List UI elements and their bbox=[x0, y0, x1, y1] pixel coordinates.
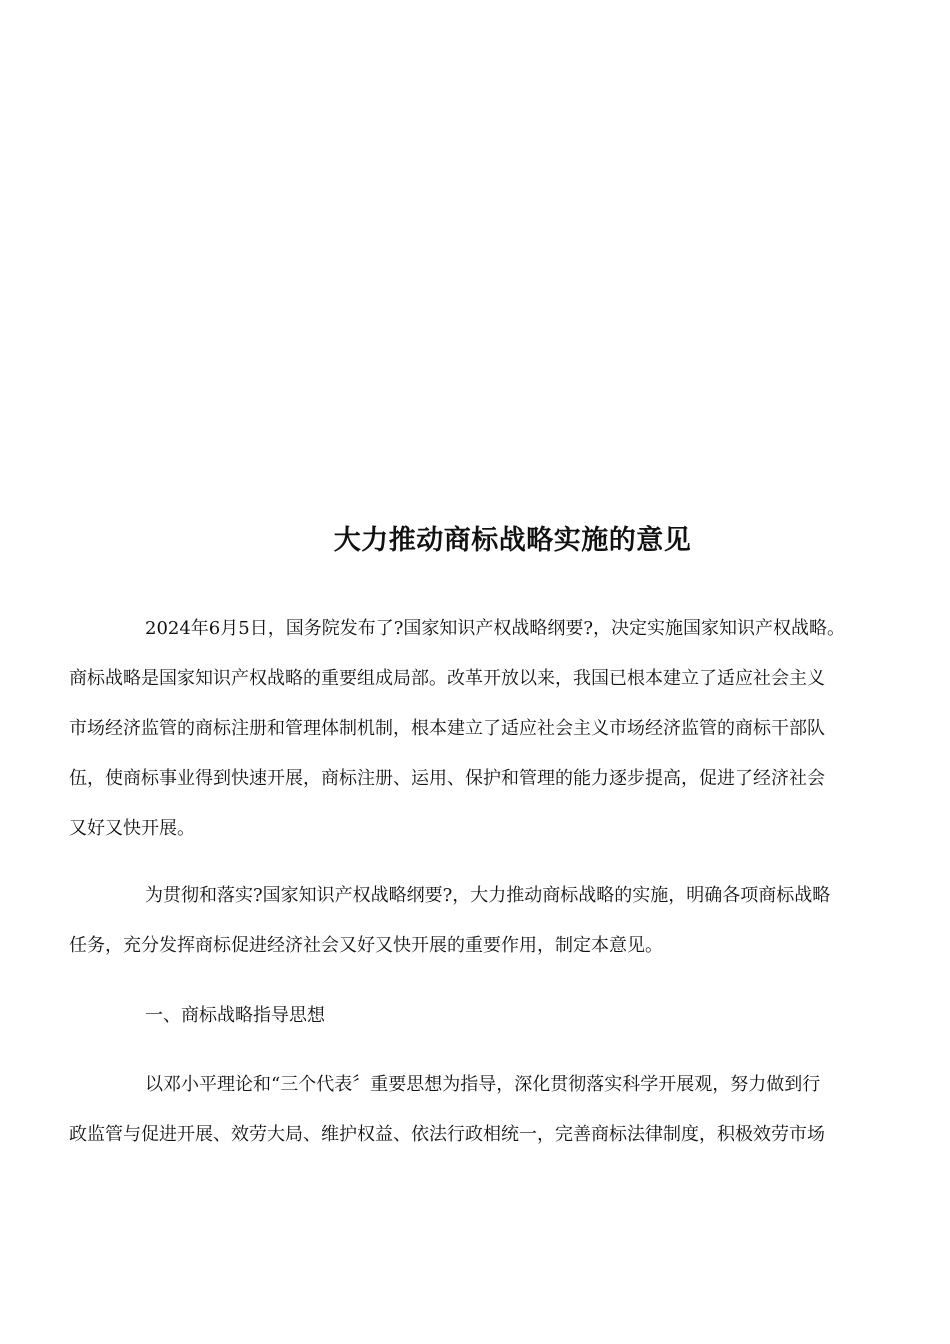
paragraph-1-line-1: 2024年6月5日，国务院发布了?国家知识产权战略纲要?，决定实施国家知识产权战略。 bbox=[145, 618, 846, 639]
paragraph-3-line-1: 以邓小平理论和“三个代表〞重要思想为指导，深化贯彻落实科学开展观，努力做到行 bbox=[145, 1074, 821, 1095]
section-heading-1: 一、商标战略指导思想 bbox=[145, 1005, 325, 1026]
paragraph-3-line-2: 政监管与促进开展、效劳大局、维护权益、依法行政相统一，完善商标法律制度，积极效劳市场 bbox=[69, 1124, 825, 1145]
paragraph-1-line-2: 商标战略是国家知识产权战略的重要组成局部。改革开放以来，我国已根本建立了适应社会主义 bbox=[69, 668, 825, 689]
paragraph-1-line-3: 市场经济监管的商标注册和管理体制机制，根本建立了适应社会主义市场经济监管的商标干部队 bbox=[69, 718, 825, 739]
paragraph-1-line-4: 伍，使商标事业得到快速开展，商标注册、运用、保护和管理的能力逐步提高，促进了经济社会 bbox=[69, 768, 825, 789]
document-title: 大力推动商标战略实施的意见 bbox=[333, 525, 692, 556]
paragraph-2-line-1: 为贯彻和落实?国家知识产权战略纲要?，大力推动商标战略的实施，明确各项商标战略 bbox=[145, 885, 831, 906]
paragraph-2-line-2: 任务，充分发挥商标促进经济社会又好又快开展的重要作用，制定本意见。 bbox=[69, 935, 663, 956]
paragraph-1-line-5: 又好又快开展。 bbox=[69, 818, 195, 839]
